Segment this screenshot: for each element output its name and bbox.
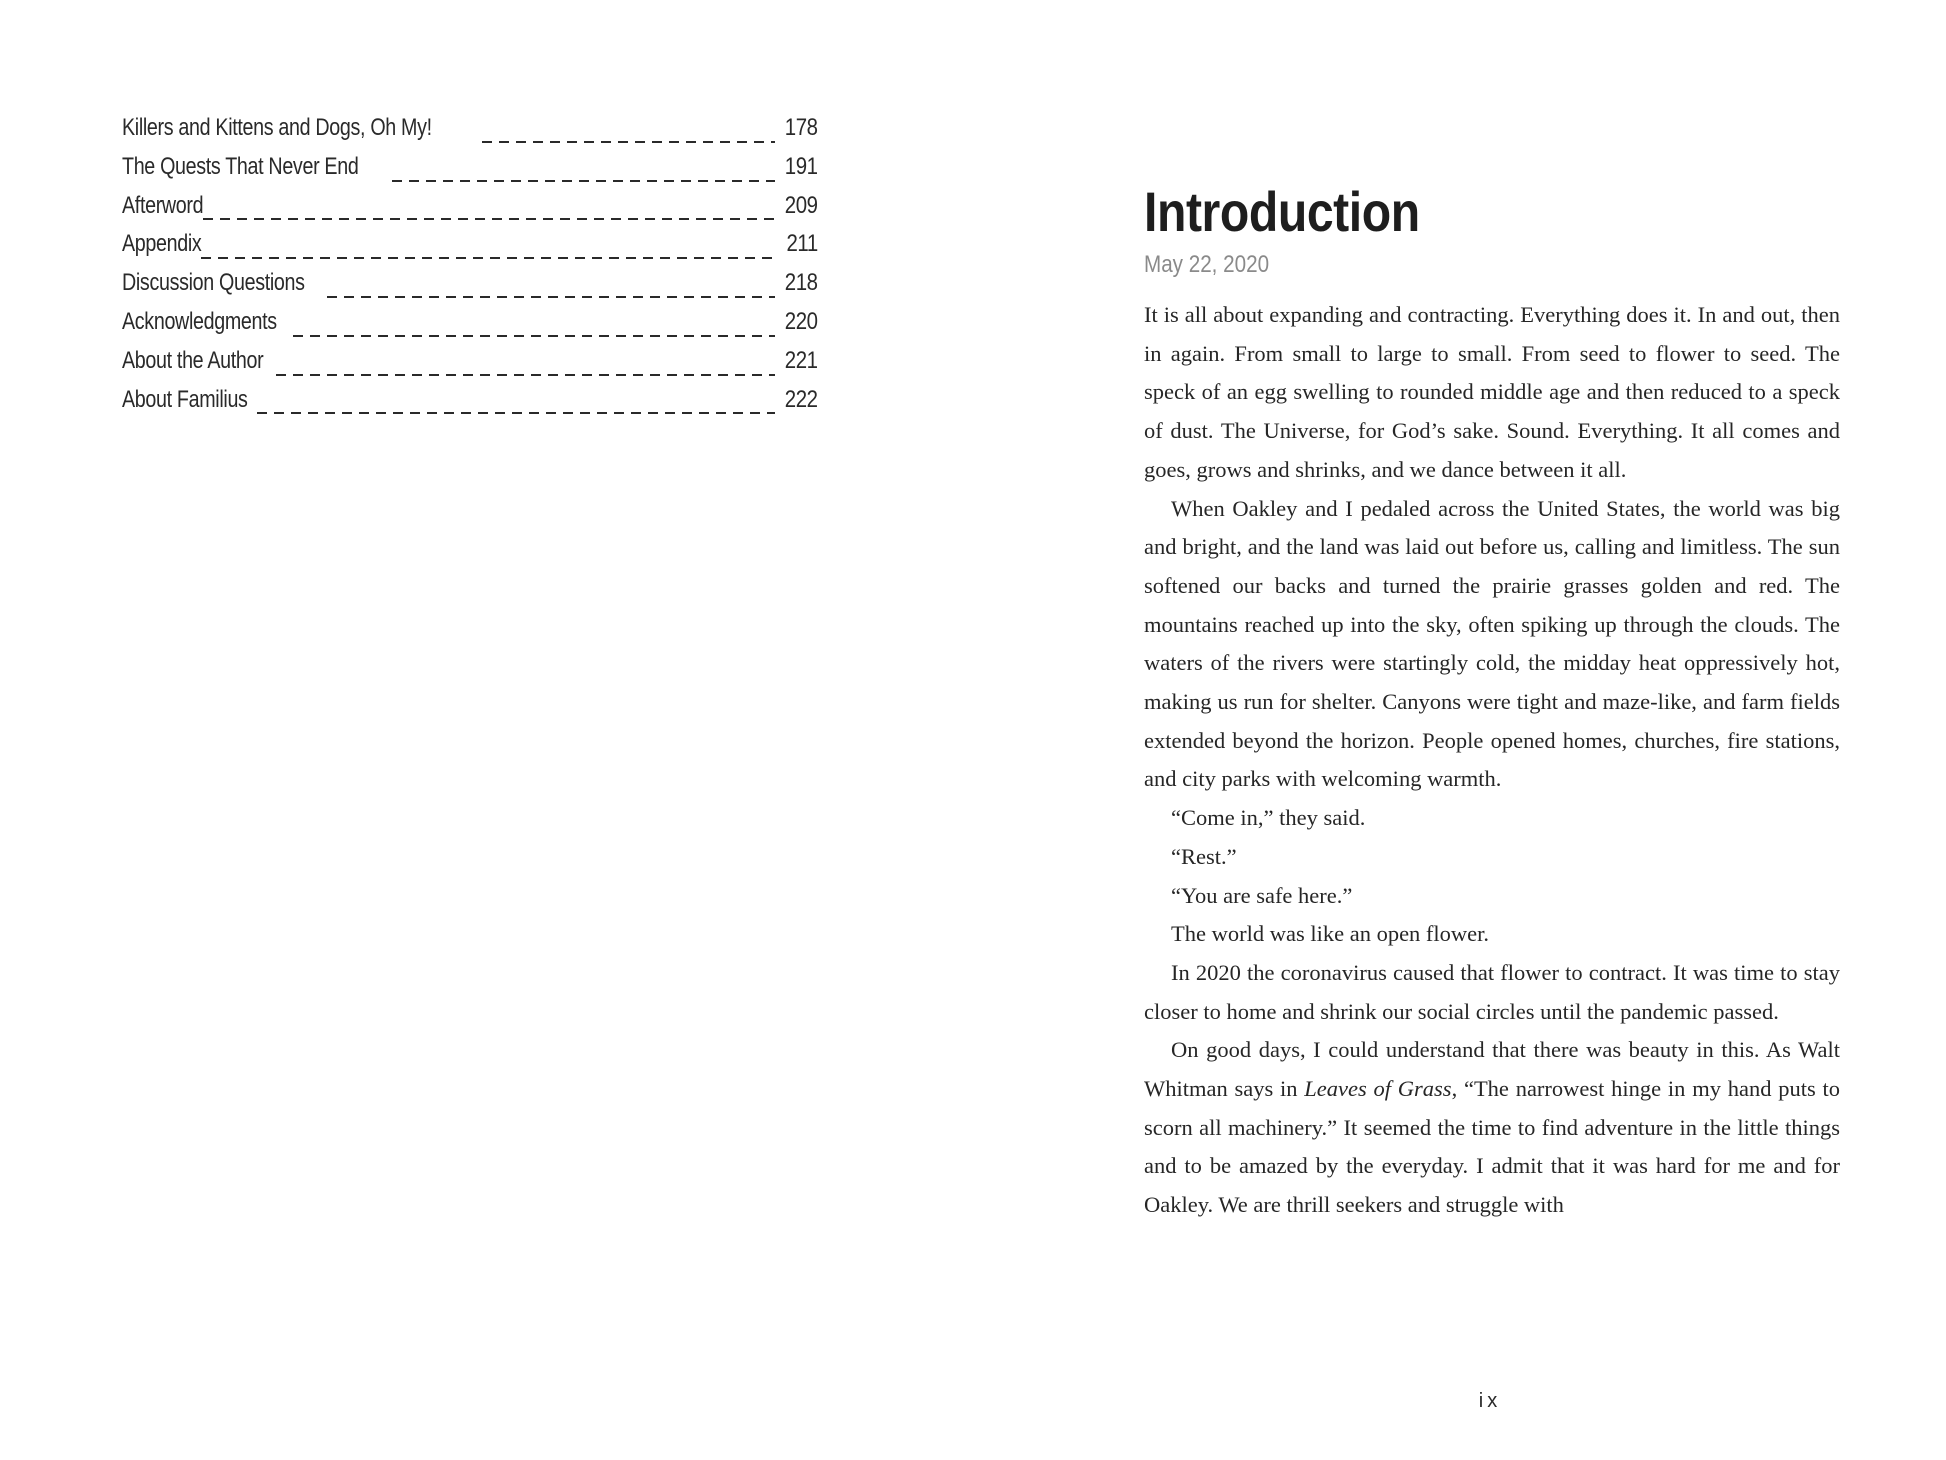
toc-entry xyxy=(122,153,818,192)
toc-entry-title: About the Author xyxy=(122,346,264,374)
toc-dash-leader xyxy=(293,335,776,337)
toc-entry xyxy=(122,347,818,386)
toc-entry-title: Appendix xyxy=(122,230,202,258)
toc-dash-leader xyxy=(201,257,777,259)
toc-entry-title: The Quests That Never End xyxy=(122,152,359,180)
body-paragraph: When Oakley and I pedaled across the United States, the world was big and bright, and the land was laid out before us, calling and limitless. The sun softened our backs and turned the prairie grasses golden and red. The mountains reached up into the sky, often spiking up through the clouds. The waters of the rivers were startingly cold, the midday heat oppressively hot, making us run for shelter. Canyons were tight and maze-like, and farm fields extended beyond the horizon. People opened homes, churches, fire stations, and city parks with welcoming warmth. xyxy=(1144,495,1840,792)
toc-dash-leader xyxy=(327,296,776,298)
toc-entry-page: 222 xyxy=(785,385,818,413)
toc-entry-page: 218 xyxy=(785,269,818,297)
body-paragraph: In 2020 the coronavirus caused that flower to contract. It was time to stay closer to home and shrink our social circles until the pandemic passed. xyxy=(1144,959,1840,1024)
body-paragraph: “Rest.” xyxy=(1171,843,1237,869)
page-number: ix xyxy=(1478,1390,1502,1412)
toc-entry xyxy=(122,269,818,308)
body-paragraph: “You are safe here.” xyxy=(1171,882,1353,908)
toc-dash-leader xyxy=(482,141,776,143)
toc-entry-title: Afterword xyxy=(122,191,204,219)
toc-entry-title: Discussion Questions xyxy=(122,269,305,297)
toc-entry-page: 220 xyxy=(785,307,818,335)
body-paragraph: It is all about expanding and contracting. Everything does it. In and out, then in again. From small to large to small. From seed to flower to seed. The speck of an egg swelling to rounded middle age and then reduced to a speck of dust. The Universe, for God’s sake. Sound. Everything. It all comes and goes, grows and shrinks, and we dance between it all. xyxy=(1144,302,1840,482)
toc-entry-title: About Familius xyxy=(122,385,248,413)
toc-entry xyxy=(122,114,818,153)
toc-entry xyxy=(122,192,818,231)
body-paragraph: The world was like an open flower. xyxy=(1171,921,1490,947)
chapter-title: Introduction xyxy=(1144,180,1420,243)
toc-entry xyxy=(122,308,818,347)
toc-entry xyxy=(122,230,818,269)
toc-dash-leader xyxy=(203,218,775,220)
chapter-date: May 22, 2020 xyxy=(1144,251,1270,278)
toc-entry xyxy=(122,386,818,425)
introduction-chapter xyxy=(1144,178,1840,1225)
toc-dash-leader xyxy=(392,180,775,182)
toc-entry-page: 221 xyxy=(785,346,818,374)
chapter-body xyxy=(1144,296,1840,1225)
body-text-span: On good days, I could understand that there was beauty in this. As Walt Whitman says in xyxy=(1144,1037,1840,1102)
body-text-span: , “The narrowest hinge in my hand puts to scorn all machinery.” It seemed the time to find adventure in the little things and to be amazed by the everyday. I admit that it was hard for me and for Oakley. We are thrill seekers and struggle with xyxy=(1144,1076,1840,1218)
book-title-italic: Leaves of Grass xyxy=(1304,1076,1452,1102)
toc-entry-page: 191 xyxy=(785,152,818,180)
body-paragraph: “Come in,” they said. xyxy=(1171,805,1366,831)
table-of-contents xyxy=(122,114,818,424)
toc-entry-page: 178 xyxy=(785,114,818,141)
toc-entry-page: 209 xyxy=(785,191,818,219)
body-paragraph-whitman xyxy=(1144,1031,1840,1225)
toc-dash-leader xyxy=(257,412,775,414)
toc-entry-page: 211 xyxy=(786,230,818,258)
toc-dash-leader xyxy=(276,374,775,376)
toc-entry-title: Killers and Kittens and Dogs, Oh My! xyxy=(122,114,432,141)
toc-entry-title: Acknowledgments xyxy=(122,307,277,335)
